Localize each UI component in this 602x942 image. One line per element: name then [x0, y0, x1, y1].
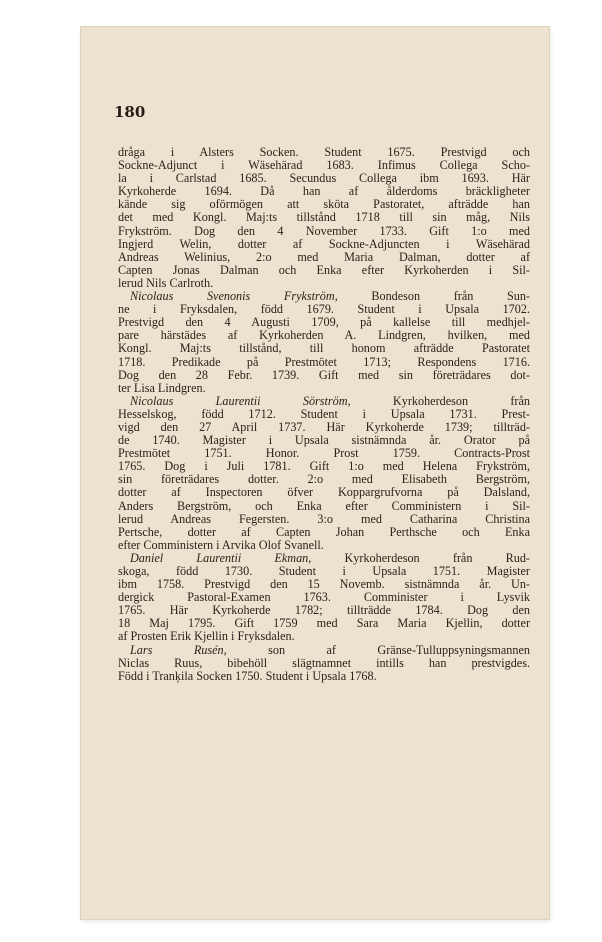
text-line: dotter af Inspectoren öfver Koppargrufvorna på Dalsland,	[118, 485, 530, 500]
text-line: det med Kongl. Maj:ts tillstånd 1718 till sin måg, Nils	[118, 210, 530, 225]
text-line: ne i Fryksdalen, född 1679. Student i Upsala 1702.	[118, 302, 530, 317]
text-line: Frykström. Dog den 4 November 1733. Gift 1:o med	[118, 223, 530, 238]
text-line: ibm 1758. Prestvigd den 15 Novemb. sistnämnda år. Un-	[118, 577, 530, 592]
text-line: ter Lisa Lindgren.	[118, 380, 206, 395]
page-number: 180	[114, 103, 146, 121]
text-line: pare härstädes af Kyrkoherden A. Lindgren, hvilken, med	[118, 328, 530, 343]
text-line: Ingjerd Welin, dotter af Sockne-Adjuncten i Wäsehärad	[118, 236, 530, 251]
text-line: Lars Rusén, son af Gränse-Tulluppsyningsmannen	[130, 642, 530, 657]
text-line: Kyrkoherde 1694. Då han af ålderdoms bräckligheter	[118, 184, 530, 199]
text-line: efter Comministern i Arvika Olof Svanell.	[118, 537, 324, 552]
person-name: Nicolaus Svenonis Frykström	[130, 289, 335, 304]
text-line: skoga, född 1730. Student i Upsala 1751. Magister	[118, 564, 530, 578]
text-line: Andreas Welinius, 2:o med Maria Dalman, dotter af	[118, 249, 530, 264]
text-line: Dog den 28 Febr. 1739. Gift med sin företrädares dot-	[118, 367, 530, 382]
text-line: Nicolaus Laurentii Sörström, Kyrkoherdeson från	[130, 393, 530, 408]
text-line: af Prosten Erik Kjellin i Fryksdalen.	[118, 629, 295, 644]
text-line: Kongl. Maj:ts tillstånd, till honom afträdde Pastoratet	[118, 341, 530, 356]
text-line: de 1740. Magister i Upsala sistnämnda år. Orator på	[118, 433, 530, 448]
text-line: sin företrädares dotter. 2:o med Elisabeth Bergström,	[118, 472, 530, 487]
text-line: Hesselskog, född 1712. Student i Upsala 1731. Prest-	[118, 406, 530, 421]
text-line: 1718. Predikade på Prestmötet 1713; Respondens 1716.	[118, 354, 530, 369]
text-line: Anders Bergström, och Enka efter Comministern i Sil-	[118, 498, 530, 513]
paragraph	[118, 290, 530, 395]
text-line: Nicolaus Svenonis Frykström, Bondeson från Sun-	[130, 289, 530, 304]
text-line: la i Carlstad 1685. Secundus Collega ibm 1693. Här	[118, 171, 530, 186]
person-name: Daniel Laurentii Ekman	[130, 550, 309, 565]
person-name: Lars Rusén	[130, 642, 224, 657]
paragraph	[118, 552, 530, 644]
text-line: 1765. Här Kyrkoherde 1782; tillträdde 1784. Dog den	[118, 603, 530, 618]
text-line: dergick Pastoral-Examen 1763. Comminister i Lysvik	[118, 590, 530, 605]
paragraph	[118, 395, 530, 552]
person-name: Nicolaus Laurentii Sörström	[130, 393, 348, 408]
text-line: Prestmötet 1751. Honor. Prost 1759. Contracts-Prost	[118, 446, 530, 461]
text-line: kände sig oförmögen att sköta Pastoratet, afträdde han	[118, 197, 530, 212]
text-body	[118, 146, 530, 683]
text-line: 1765. Dog i Juli 1781. Gift 1:o med Helena Frykström,	[118, 459, 530, 474]
text-line: lerud Andreas Fegersten. 3:o med Catharina Christina	[118, 511, 530, 526]
text-line: 18 Maj 1795. Gift 1759 med Sara Maria Kjellin, dotter	[118, 616, 530, 631]
text-line: Född i Tranķila Socken 1750. Student i Upsala 1768.	[118, 668, 377, 683]
text-line: dråga i Alsters Socken. Student 1675. Prestvigd och	[118, 145, 530, 159]
text-line: Pertsche, dotter af Capten Johan Perthsche och Enka	[118, 524, 530, 539]
text-line: Prestvigd den 4 Augusti 1709, på kallelse till medhjel-	[118, 315, 530, 330]
paragraph	[118, 146, 530, 290]
text-line: Capten Jonas Dalman och Enka efter Kyrkoherden i Sil-	[118, 262, 530, 277]
text-line: vigd den 27 April 1737. Här Kyrkoherde 1739; tillträd-	[118, 419, 530, 434]
text-line: lerud Nils Carlroth.	[118, 275, 214, 290]
paragraph	[118, 644, 530, 683]
text-line: Socknе-Adjunct i Wäsehärad 1683. Infimus Collega Scho-	[118, 158, 530, 173]
text-line: Niclas Ruus, bibehöll slägtnamnet intills han prestvigdes.	[118, 655, 530, 670]
text-line: Daniel Laurentii Ekman, Kyrkoherdeson från Rud-	[130, 550, 530, 565]
